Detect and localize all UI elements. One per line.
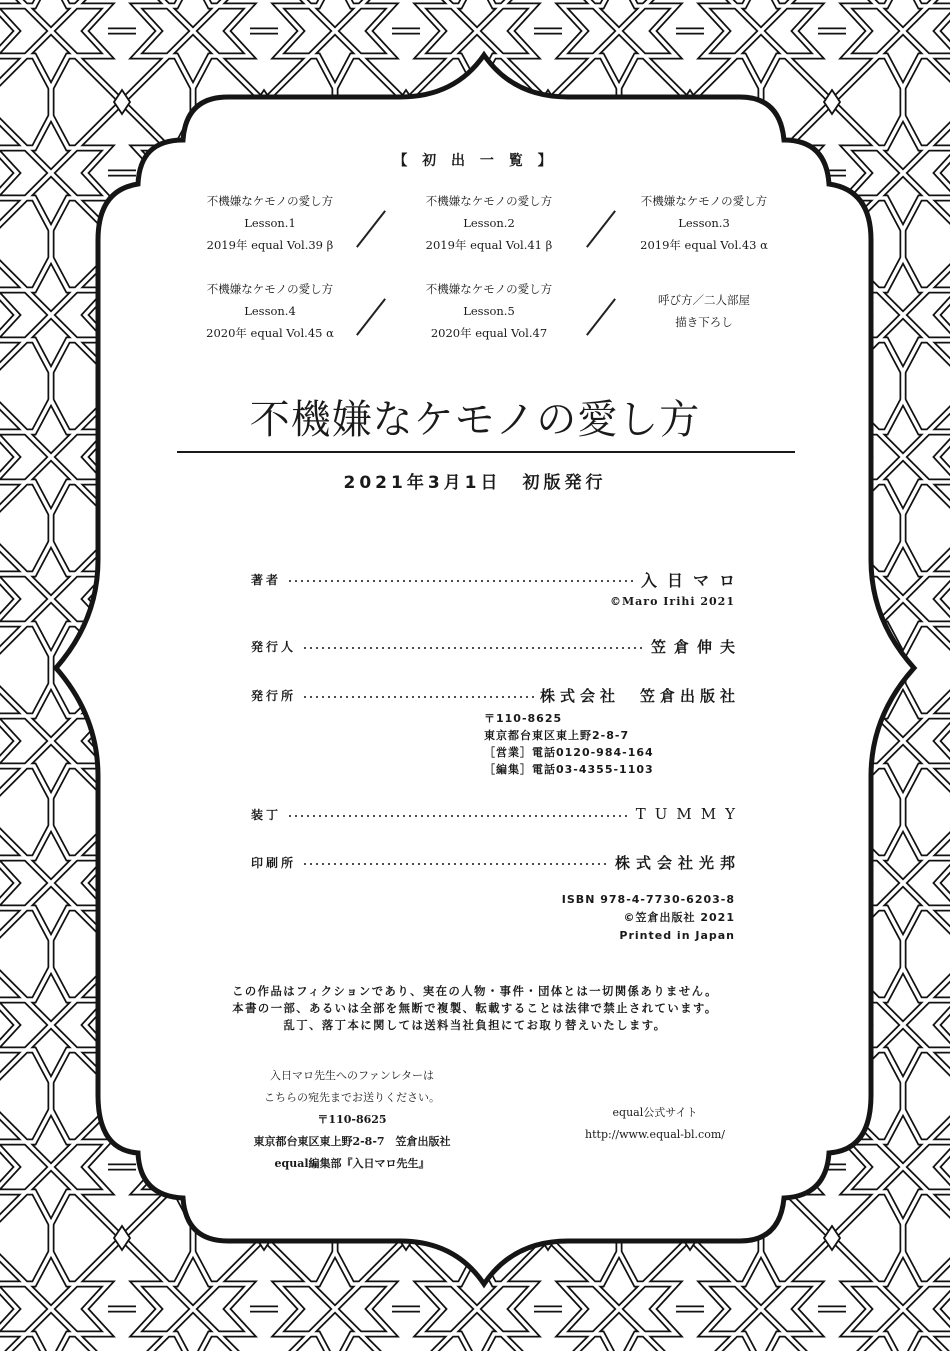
official-site-url[interactable]: http://www.equal-bl.com/ bbox=[585, 1128, 725, 1141]
credit-lesson: Lesson.5 bbox=[463, 304, 515, 318]
credit-title: 不機嫌なケモノの愛し方 bbox=[206, 282, 334, 296]
publisher-address: 東京都台東区東上野2-8-7 bbox=[484, 729, 630, 742]
official-site-block bbox=[555, 1102, 755, 1146]
first-appearance-heading: 【 初 出 一 覧 】 bbox=[393, 153, 557, 169]
credit-source: 2020年 equal Vol.47 bbox=[430, 326, 548, 340]
legal-notice bbox=[0, 983, 950, 1034]
credit-item bbox=[604, 289, 804, 333]
credit-title: 不機嫌なケモノの愛し方 bbox=[206, 194, 334, 208]
design-label: 装丁 bbox=[251, 807, 282, 822]
credit-title: 呼び方／二人部屋 bbox=[658, 293, 750, 307]
credit-source: 2019年 equal Vol.43 α bbox=[640, 238, 768, 252]
fan-letter-line: こちらの宛先までお送りください。 bbox=[264, 1091, 440, 1104]
fan-letter-recipient: equal編集部『入日マロ先生』 bbox=[274, 1157, 430, 1170]
credit-lesson: Lesson.3 bbox=[678, 216, 730, 230]
printer-name: 株式会社光邦 bbox=[614, 853, 741, 872]
publisher-name: 株式会社 笠倉出版社 bbox=[539, 686, 740, 705]
notice-line: この作品はフィクションであり、実在の人物・事件・団体とは一切関係ありません。 bbox=[232, 984, 718, 998]
publisher-copyright: ©笠倉出版社 2021 bbox=[623, 911, 735, 924]
credit-source: 2019年 equal Vol.41 β bbox=[425, 238, 553, 252]
isbn: ISBN 978-4-7730-6203-8 bbox=[561, 893, 735, 906]
credit-source: 2019年 equal Vol.39 β bbox=[206, 238, 334, 252]
dot-leader bbox=[302, 647, 645, 649]
author-name: 入日マロ bbox=[640, 570, 745, 590]
author-label: 著者 bbox=[251, 572, 282, 587]
author-copyright: ©Maro Irihi 2021 bbox=[609, 595, 735, 608]
credit-item bbox=[389, 190, 589, 256]
fan-letter-address: 東京都台東区東上野2-8-7 笠倉出版社 bbox=[253, 1135, 451, 1148]
credit-lesson: Lesson.1 bbox=[244, 216, 296, 230]
fan-letter-block bbox=[212, 1065, 492, 1175]
notice-line: 本書の一部、あるいは全部を無断で複製、転載することは法律で禁止されています。 bbox=[232, 1001, 718, 1015]
publisher-editorial-phone: ［編集］電話03-4355-1103 bbox=[484, 763, 654, 776]
fan-letter-postal: 〒110-8625 bbox=[317, 1113, 387, 1126]
dot-leader bbox=[287, 815, 630, 817]
credit-title: 不機嫌なケモノの愛し方 bbox=[425, 282, 553, 296]
book-title: 不機嫌なケモノの愛し方 bbox=[249, 397, 701, 443]
fan-letter-line: 入日マロ先生へのファンレターは bbox=[269, 1069, 435, 1082]
publisher-person-name: 笠倉伸夫 bbox=[650, 637, 743, 656]
publisher-sales-phone: ［営業］電話0120-984-164 bbox=[484, 746, 654, 759]
printed-in: Printed in Japan bbox=[619, 929, 735, 942]
dot-leader bbox=[287, 580, 635, 582]
notice-line: 乱丁、落丁本に関しては送料当社負担にてお取り替えいたします。 bbox=[283, 1018, 667, 1032]
publisher-postal: 〒110-8625 bbox=[484, 712, 563, 725]
credit-lesson: Lesson.2 bbox=[463, 216, 515, 230]
credit-item bbox=[389, 278, 589, 344]
title-underline bbox=[177, 451, 795, 453]
printer-label: 印刷所 bbox=[251, 855, 297, 870]
publisher-person-label: 発行人 bbox=[251, 639, 297, 654]
colophon-row-publisher-person bbox=[251, 635, 743, 657]
credit-title: 不機嫌なケモノの愛し方 bbox=[425, 194, 553, 208]
credit-item bbox=[170, 190, 370, 256]
credit-title: 不機嫌なケモノの愛し方 bbox=[640, 194, 768, 208]
credit-lesson: 描き下ろし bbox=[675, 315, 733, 329]
credit-lesson: Lesson.4 bbox=[244, 304, 296, 318]
colophon-row-author bbox=[251, 568, 745, 590]
credit-item bbox=[170, 278, 370, 344]
isbn-block bbox=[480, 891, 735, 945]
colophon-row-design bbox=[251, 803, 744, 825]
credit-source: 2020年 equal Vol.45 α bbox=[206, 326, 334, 340]
publisher-label: 発行所 bbox=[251, 688, 297, 703]
dot-leader bbox=[302, 696, 534, 698]
dot-leader bbox=[302, 863, 609, 865]
colophon-row-publisher bbox=[251, 684, 740, 706]
publisher-address-block bbox=[484, 710, 654, 778]
credit-item bbox=[604, 190, 804, 256]
publication-date: 2021年3月1日 初版発行 bbox=[343, 473, 607, 493]
colophon-row-printer bbox=[251, 851, 741, 873]
design-value: TUMMY bbox=[635, 805, 744, 823]
official-site-label: equal公式サイト bbox=[612, 1106, 698, 1119]
